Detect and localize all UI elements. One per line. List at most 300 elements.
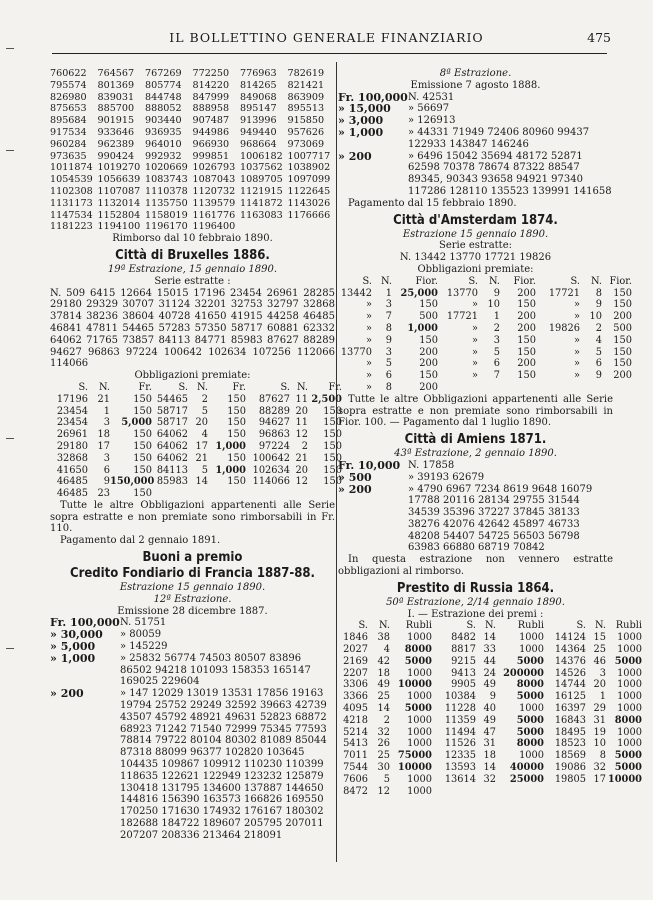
table-cell: 1000	[407, 726, 432, 738]
number-cell: 1089705	[240, 174, 283, 186]
number-cell: 888958	[192, 103, 230, 115]
table-cell	[152, 488, 188, 500]
prize-amount: Fr. 10,000	[338, 458, 401, 472]
number-cell: 1006182	[240, 150, 283, 162]
number-cell: 1121915	[240, 185, 283, 197]
table-cell: 5000	[516, 726, 544, 738]
table-cell: 29	[593, 703, 606, 715]
table-cell: 7606	[343, 773, 368, 785]
table-cell: 33	[483, 644, 496, 656]
table-cell: 11494	[444, 726, 476, 738]
table-cell: 38	[377, 632, 390, 644]
table-cell	[432, 786, 476, 798]
table-cell: 96863	[258, 429, 290, 441]
table-cell: 19	[593, 726, 606, 738]
table-cell: 2027	[343, 644, 368, 656]
table-cell: 5000	[404, 655, 432, 667]
table-cell: 8	[385, 322, 392, 334]
table-cell: 9413	[451, 667, 476, 679]
table-cell: 5000	[516, 691, 544, 703]
table-cell: 3	[103, 452, 110, 464]
table-cell: 5000	[614, 655, 642, 667]
prize-numbers: » 147 12029 13019 13531 17856 19163 19794 25752 29249 32592 39663 42739 43507 45792 48921 49631 52823 68872 68923 71242 71540 72999 75345 77593 78814 79722 80104 80302 81089 85044 87318 88099 96377 102820 103645 104435 109867 109912 110230 110399 118635 122621 122949 123232 125879 130418 131795 134600 137887 144650 144816 156390 163573 166826 169550 170250 171630 174932 176167 180302 182688 184722 189607 205795 207011 207207 208336 213464 218091	[120, 688, 327, 841]
table-cell: 5000	[404, 703, 432, 715]
table-cell: 10000	[397, 762, 432, 774]
prize-row	[338, 460, 613, 472]
table-header: S.	[178, 381, 188, 393]
prize-amount: » 1,000	[338, 125, 384, 139]
number-cell: 933646	[97, 126, 135, 138]
table-cell: 30	[377, 762, 390, 774]
table-cell: 100642	[252, 452, 290, 464]
prize-numbers: » 80059	[120, 629, 162, 641]
table-cell: 200	[517, 311, 536, 323]
table-cell: »	[366, 311, 372, 323]
table-cell: 1	[493, 311, 500, 323]
table-cell: 1000	[617, 726, 642, 738]
prize-numbers: » 145229	[120, 641, 168, 653]
prize-row	[338, 151, 613, 198]
page-number: 475	[587, 30, 611, 45]
table-header: N.	[590, 275, 602, 287]
margin-mark	[6, 150, 14, 151]
table-cell: 150	[323, 464, 342, 476]
table-header: Rubli	[517, 620, 544, 632]
number-cell: 973635	[50, 150, 87, 162]
table-cell: 150	[613, 346, 632, 358]
number-cell: 849068	[240, 91, 277, 103]
number-grid	[50, 68, 335, 233]
table-header: S.	[570, 275, 580, 287]
table-header: Fr.	[138, 381, 152, 393]
table-cell: 1000	[407, 785, 432, 797]
number-cell: 895684	[50, 115, 87, 127]
table-cell	[308, 488, 342, 500]
table-header: S.	[576, 620, 586, 632]
table-cell: 200	[517, 358, 536, 370]
table-cell: »	[574, 311, 580, 323]
table-cell: 14124	[554, 632, 586, 644]
table-cell: 150	[133, 440, 152, 452]
table-cell: 200000	[503, 667, 544, 679]
table-cell: 42	[377, 655, 390, 667]
number-cell: 1196170	[145, 221, 188, 233]
number-cell: 1054539	[50, 174, 93, 186]
table-cell: 75000	[397, 750, 432, 762]
table-cell: 1,000	[407, 322, 438, 334]
table-cell: 40000	[509, 762, 544, 774]
table-cell: 21	[97, 393, 110, 405]
table-cell: 14744	[554, 679, 586, 691]
table-cell: 10384	[444, 691, 476, 703]
table-cell: »	[366, 322, 372, 334]
table-cell: 1000	[407, 738, 432, 750]
table-cell: 1,000	[215, 440, 246, 452]
number-cell: 760622	[50, 68, 87, 79]
table-cell: 13770	[446, 287, 478, 299]
table-cell	[544, 786, 586, 798]
prize-row	[50, 688, 335, 841]
table-cell: 150	[419, 334, 438, 346]
table-header: S.	[468, 275, 478, 287]
table-cell: 12	[295, 429, 308, 441]
prize-amount: Fr. 100,000	[50, 616, 120, 630]
table-cell: 32	[483, 773, 496, 785]
table-cell: 102634	[252, 464, 290, 476]
table-cell: »	[366, 334, 372, 346]
number-cell: 1056639	[97, 174, 141, 186]
table-cell: 49	[483, 714, 496, 726]
number-cell: 1196400	[192, 221, 236, 233]
table-cell: 25	[593, 644, 606, 656]
amsterdam-estrazione: Estrazione 15 gennaio 1890.	[402, 228, 549, 240]
number-cell: 1038902	[287, 162, 331, 174]
table-cell: 3	[599, 667, 606, 679]
number-cell: 772250	[192, 68, 230, 79]
number-cell: 1020669	[145, 162, 188, 174]
table-cell: 8000	[404, 644, 432, 656]
obblig-label: Obbligazioni premiate:	[134, 370, 251, 382]
table-header: Fr.	[328, 381, 342, 393]
table-cell: 40	[483, 703, 496, 715]
table-cell: 47	[483, 726, 496, 738]
table-cell: 2	[493, 322, 500, 334]
table-cell: 13770	[340, 346, 372, 358]
table-cell: 11	[295, 393, 308, 405]
credito-prizes	[50, 617, 335, 841]
table-cell: 500	[419, 311, 438, 323]
table-cell: 8482	[451, 632, 476, 644]
table-cell: 5,000	[121, 417, 152, 429]
fondiario-prizes	[338, 92, 613, 198]
table-cell: 15	[593, 632, 606, 644]
number-cell: 1143026	[287, 197, 331, 209]
number-cell: 1158019	[145, 209, 188, 221]
prize-numbers: » 4790 6967 7234 8619 9648 16079 17788 20116 28134 29755 31544 34539 35396 37227 37845 38133 38276 42076 42642 45897 46733 48208 54407 54725 56503 56798 63983 66880 68719 70842	[408, 483, 593, 554]
table-cell: 1,000	[215, 464, 246, 476]
table-cell: 17	[195, 440, 208, 452]
table-cell: 94627	[258, 417, 290, 429]
table-cell: 3366	[343, 691, 368, 703]
pagamento-feb: Pagamento dal 15 febbraio 1890.	[348, 197, 517, 209]
table-cell: 11526	[444, 738, 476, 750]
table-cell: 5	[595, 346, 602, 358]
table-cell: 18569	[554, 750, 586, 762]
table-cell: »	[366, 381, 372, 393]
table-cell: »	[472, 358, 478, 370]
table-cell: 150	[227, 393, 246, 405]
table-cell: »	[472, 334, 478, 346]
table-cell: 150	[613, 287, 632, 299]
table-cell: 2	[595, 322, 602, 334]
table-cell: 1000	[519, 644, 544, 656]
amiens-title: Città di Amiens 1871.	[404, 432, 547, 448]
table-cell: 46485	[56, 476, 88, 488]
russia-sub: I. — Estrazione dei premi :	[407, 608, 544, 620]
table-cell: 1000	[617, 703, 642, 715]
table-cell: »	[472, 322, 478, 334]
prize-amount: Fr. 100,000	[338, 90, 408, 104]
bruxelles-title: Città di Bruxelles 1886.	[115, 247, 270, 263]
table-cell: 150	[133, 488, 152, 500]
table-cell: 5	[383, 773, 390, 785]
table-cell: 5413	[343, 738, 368, 750]
table-cell: 58717	[156, 405, 188, 417]
number-cell: 814265	[240, 79, 277, 91]
table-cell: »	[366, 358, 372, 370]
table-cell: 10000	[607, 773, 642, 785]
number-cell: 1135750	[145, 197, 188, 209]
margin-mark	[6, 48, 14, 49]
table-cell: 64062	[156, 452, 188, 464]
table-cell: 25	[377, 750, 390, 762]
table-cell: 150	[323, 440, 342, 452]
number-cell: 1161776	[192, 209, 236, 221]
number-cell: 821421	[287, 79, 325, 91]
table-cell: 87627	[258, 393, 290, 405]
table-cell: 49	[377, 679, 390, 691]
serie-list: N. 509 6415 12664 15015 17196 23454 26961 28285 29180 29329 30707 31124 32201 32753 32797 32868 37814 38236 38604 40728 41650 41915 44258 46485 46841 47811 54465 57283 57350 58717 60881 62332 64062 71765 73857 84113 84771 85983 87627 88289 94627 96863 97224 100642 102634 107256 112066 114066	[50, 287, 335, 370]
table-cell: 64062	[156, 429, 188, 441]
table-cell: 26961	[56, 429, 88, 441]
number-cell: 1141872	[240, 197, 283, 209]
number-cell: 801369	[97, 79, 135, 91]
number-cell: 1026793	[192, 162, 236, 174]
number-cell: 895147	[240, 103, 277, 115]
credito-title: Credito Fondiario di Francia 1887-88.	[70, 566, 315, 582]
table-cell: 7011	[343, 750, 368, 762]
number-cell: 805774	[145, 79, 182, 91]
table-cell: 32	[593, 762, 606, 774]
table-cell: 31	[593, 714, 606, 726]
table-cell: 21	[195, 452, 208, 464]
table-cell: 150	[133, 405, 152, 417]
rimborso-note: Rimborso dal 10 febbraio 1890.	[112, 233, 273, 245]
table-cell	[188, 488, 208, 500]
number-cell: 1194100	[97, 221, 141, 233]
table-cell: 6	[595, 358, 602, 370]
table-cell: 150	[133, 393, 152, 405]
table-cell: 150	[517, 299, 536, 311]
prize-amount: » 15,000	[338, 102, 391, 116]
credito-emissione: Emissione 28 dicembre 1887.	[117, 605, 268, 617]
table-cell: 5	[201, 464, 208, 476]
table-header: S.	[280, 381, 290, 393]
number-cell: 844748	[145, 91, 182, 103]
table-cell: »	[574, 358, 580, 370]
number-cell: 968664	[240, 138, 277, 150]
table-cell: 6	[103, 464, 110, 476]
number-cell: 957626	[287, 126, 325, 138]
table-header: N.	[196, 381, 208, 393]
table-cell: 200	[613, 311, 632, 323]
number-cell: 1122645	[287, 185, 331, 197]
prize-numbers: » 126913	[408, 115, 456, 127]
table-header: N.	[296, 381, 308, 393]
table-cell: 5000	[614, 762, 642, 774]
prize-numbers: » 39193 62679	[408, 471, 485, 483]
table-cell: 41650	[56, 464, 88, 476]
table-cell: 1000	[617, 738, 642, 750]
table-cell: 88289	[258, 405, 290, 417]
table-cell: 49	[483, 679, 496, 691]
table-cell: 3	[103, 417, 110, 429]
table-cell: 3306	[343, 679, 368, 691]
prize-amount: » 500	[338, 470, 372, 484]
number-cell: 767269	[145, 68, 182, 79]
prize-numbers: » 6496 15042 35694 48172 52871 62598 70378 78674 87322 88547 89345, 90343 93658 94921 97340 117286 128110 135523 139991 141658	[408, 150, 612, 197]
table-cell: 9	[595, 299, 602, 311]
credito-12: 12ª Estrazione.	[153, 593, 232, 605]
table-cell: 150	[517, 346, 536, 358]
number-cell: 776963	[240, 68, 277, 79]
number-cell: 917534	[50, 126, 87, 138]
prize-row	[338, 127, 613, 151]
number-cell: 782619	[287, 68, 325, 79]
russia-estrazione: 50ª Estrazione, 2/14 gennaio 1890.	[386, 596, 565, 608]
number-cell: 839031	[97, 91, 135, 103]
table-cell	[586, 786, 606, 798]
table-header: N.	[378, 620, 390, 632]
table-cell: 24	[483, 667, 496, 679]
table-header: S.	[466, 620, 476, 632]
table-cell: 2	[301, 440, 308, 452]
table-cell: 150	[227, 405, 246, 417]
table-cell: 9	[489, 691, 496, 703]
table-cell: 10	[589, 311, 602, 323]
table-cell: 9	[385, 334, 392, 346]
table-cell: 18	[377, 667, 390, 679]
table-cell: 150	[613, 358, 632, 370]
table-cell: 17	[97, 440, 110, 452]
table-cell: 9	[493, 287, 500, 299]
number-cell: 913996	[240, 115, 277, 127]
number-cell: 885700	[97, 103, 135, 115]
number-cell: 964010	[145, 138, 182, 150]
table-cell: 150	[613, 334, 632, 346]
table-cell: 150	[133, 429, 152, 441]
table-cell	[246, 488, 290, 500]
table-cell: 18523	[554, 738, 586, 750]
amsterdam-tutte: Tutte le altre Obbligazioni appartenenti alle Serie sopra estratte e non premiate sono rimborsabili in Fior. 100. — Pagamento dal 1 luglio 1890.	[338, 393, 613, 429]
table-cell: 17721	[548, 287, 580, 299]
table-cell: 13442	[340, 287, 372, 299]
number-cell: 966930	[192, 138, 230, 150]
table-cell	[602, 382, 632, 394]
amsterdam-title: Città d'Amsterdam 1874.	[393, 212, 558, 228]
table-cell: 12335	[444, 750, 476, 762]
prize-numbers: » 25832 56774 74503 80507 83896 86502 94218 101093 158353 165147 169025 229604	[120, 652, 311, 688]
header-rule	[52, 53, 607, 54]
table-cell: 150	[227, 417, 246, 429]
table-cell: 1846	[343, 632, 368, 644]
number-cell: 895513	[287, 103, 325, 115]
table-cell: 5	[385, 358, 392, 370]
table-cell: 5214	[343, 726, 368, 738]
table-cell: »	[472, 370, 478, 382]
margin-mark	[6, 438, 14, 439]
table-cell: 9215	[451, 655, 476, 667]
table-cell: »	[574, 334, 580, 346]
table-cell: 14364	[554, 644, 586, 656]
table-cell: 10	[487, 299, 500, 311]
table-header: N.	[594, 620, 606, 632]
table-cell: 18	[483, 750, 496, 762]
prize-row	[338, 472, 613, 484]
table-cell: 1000	[617, 644, 642, 656]
table-cell: 20	[593, 679, 606, 691]
table-cell: 7	[493, 370, 500, 382]
table-cell: 20	[195, 417, 208, 429]
number-cell: 795574	[50, 79, 87, 91]
table-cell: 150	[323, 452, 342, 464]
table-cell: »	[366, 299, 372, 311]
number-cell: 1163083	[240, 209, 283, 221]
table-cell: 8000	[516, 738, 544, 750]
table-cell: 23	[97, 488, 110, 500]
table-cell: 17	[593, 773, 606, 785]
table-cell: »	[366, 370, 372, 382]
table-cell: 150	[419, 370, 438, 382]
table-cell: 32868	[56, 452, 88, 464]
table-cell: 8817	[451, 644, 476, 656]
table-cell: 25	[377, 691, 390, 703]
table-cell: 200	[517, 287, 536, 299]
table-cell: »	[472, 299, 478, 311]
table-cell	[580, 382, 602, 394]
table-cell: 31	[483, 738, 496, 750]
number-cell: 1083743	[145, 174, 188, 186]
table-cell: 150	[133, 452, 152, 464]
table-cell: 150	[227, 429, 246, 441]
number-cell: 764567	[97, 68, 135, 79]
table-cell: 19826	[548, 322, 580, 334]
table-cell: 200	[419, 381, 438, 393]
table-cell: 1	[599, 691, 606, 703]
table-cell: 16125	[554, 691, 586, 703]
table-cell: 14	[483, 632, 496, 644]
emissione: Emissione 7 agosto 1888.	[410, 79, 541, 91]
number-cell: 1102308	[50, 185, 93, 197]
buoni-title: Buoni a premio	[142, 550, 243, 566]
number-cell: 888052	[145, 103, 182, 115]
table-cell: 200	[419, 358, 438, 370]
number-cell: 1107087	[97, 185, 141, 197]
journal-title: IL BOLLETTINO GENERALE FINANZIARIO	[169, 30, 484, 45]
table-cell: 5000	[614, 750, 642, 762]
number-cell: 990424	[97, 150, 135, 162]
bruxelles-table	[50, 381, 342, 500]
table-cell: 20	[295, 464, 308, 476]
table-cell: 150	[323, 405, 342, 417]
bruxelles-pagamento: Pagamento dal 2 gennaio 1891.	[60, 535, 221, 547]
number-cell: 936935	[145, 126, 182, 138]
table-cell: 150	[227, 452, 246, 464]
table-cell: 17721	[446, 311, 478, 323]
table-cell: 46485	[56, 488, 88, 500]
table-header: S.	[362, 275, 372, 287]
table-cell	[208, 488, 246, 500]
table-cell: 9	[103, 476, 110, 488]
table-cell: 26	[377, 738, 390, 750]
number-cell: 863909	[287, 91, 325, 103]
table-cell: 150	[323, 429, 342, 441]
number-cell: 1007717	[287, 150, 331, 162]
table-cell: 29180	[56, 440, 88, 452]
table-cell: 150	[133, 464, 152, 476]
table-cell: »	[574, 346, 580, 358]
number-cell: 814220	[192, 79, 230, 91]
